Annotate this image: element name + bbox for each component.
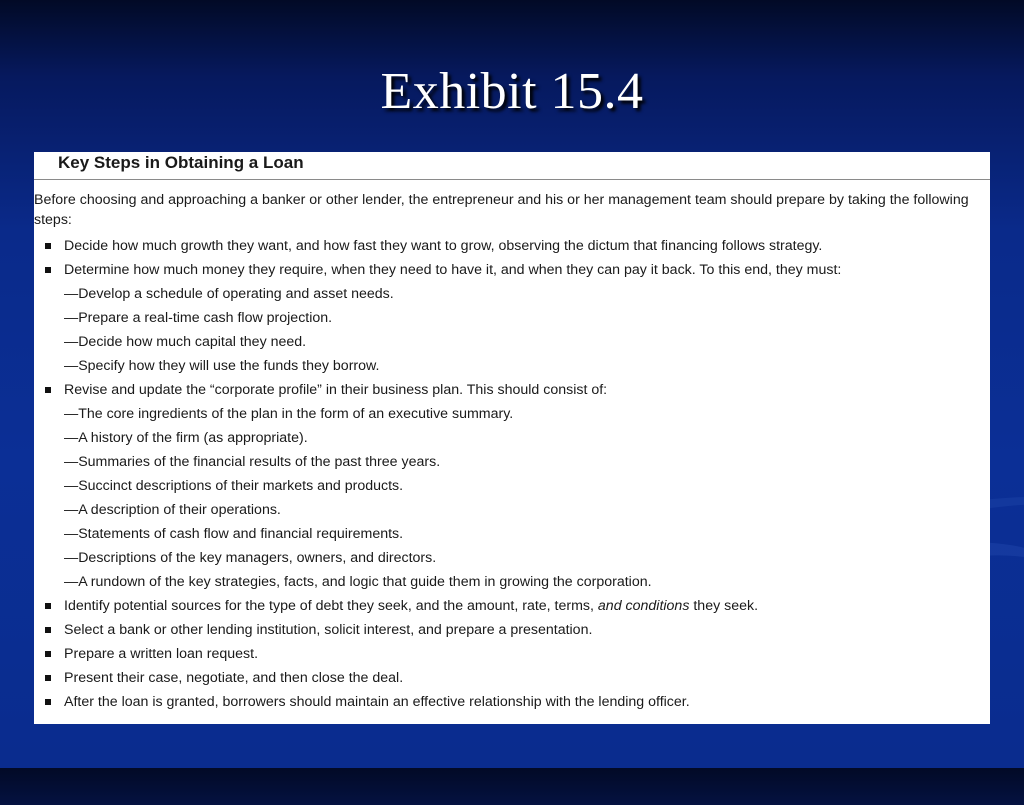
- sub-list-item: —Decide how much capital they need.: [64, 334, 307, 350]
- sub-list-item: —A history of the firm (as appropriate).: [64, 430, 308, 446]
- list-item: [34, 666, 984, 690]
- sub-list-item: —The core ingredients of the plan in the form of an executive summary.: [64, 406, 514, 422]
- intro-text: Before choosing and approaching a banker or other lender, the entrepreneur and his or her management team should prepare by taking the following steps:: [34, 192, 969, 228]
- square-bullet-icon: [45, 699, 51, 705]
- list-item: [34, 258, 984, 282]
- sub-list-item: —Succinct descriptions of their markets and products.: [64, 478, 404, 494]
- square-bullet-icon: [45, 603, 51, 609]
- list-item: [34, 234, 984, 258]
- square-bullet-icon: [45, 387, 51, 393]
- list-item-text: Decide how much growth they want, and how fast they want to grow, observing the dictum that financing follows strategy.: [64, 238, 823, 254]
- sub-list-item: —Develop a schedule of operating and asset needs.: [64, 286, 394, 302]
- list-item: [34, 378, 984, 402]
- list-item-text: Prepare a written loan request.: [64, 646, 259, 662]
- list-item: [34, 594, 984, 618]
- list-item-text: Determine how much money they require, when they need to have it, and when they can pay it back. To this end, they must:: [64, 262, 842, 278]
- square-bullet-icon: [45, 675, 51, 681]
- square-bullet-icon: [45, 651, 51, 657]
- exhibit-panel: [34, 152, 990, 724]
- sub-list-item: —Prepare a real-time cash flow projection.: [64, 310, 333, 326]
- slide-title: Exhibit 15.4: [380, 63, 644, 120]
- exhibit-title: Key Steps in Obtaining a Loan: [58, 153, 304, 172]
- list-item-emphasis: and conditions: [597, 598, 690, 614]
- sub-list-item: —A description of their operations.: [64, 502, 281, 518]
- list-item-text: After the loan is granted, borrowers should maintain an effective relationship with the lending officer.: [64, 694, 690, 710]
- sub-list-item: —Descriptions of the key managers, owners, and directors.: [64, 550, 437, 566]
- list-item: [34, 690, 984, 714]
- sub-list-item: —Specify how they will use the funds they borrow.: [64, 358, 380, 374]
- list-item-text-start: Identify potential sources for the type of debt they seek, and the amount, rate, terms,: [64, 598, 598, 614]
- sub-list-item: —A rundown of the key strategies, facts, and logic that guide them in growing the corporation.: [64, 574, 652, 590]
- square-bullet-icon: [45, 267, 51, 273]
- list-item: [34, 618, 984, 642]
- exhibit-content: [34, 190, 984, 714]
- list-item-text: Present their case, negotiate, and then close the deal.: [64, 670, 404, 686]
- list-item-text-end: they seek.: [689, 598, 759, 614]
- square-bullet-icon: [45, 627, 51, 633]
- title-divider: [34, 179, 990, 180]
- list-item: [34, 642, 984, 666]
- list-item-text: Revise and update the “corporate profile” in their business plan. This should consist of:: [64, 382, 608, 398]
- sub-list-item: —Statements of cash flow and financial requirements.: [64, 526, 404, 542]
- square-bullet-icon: [45, 243, 51, 249]
- list-item-text: Select a bank or other lending institution, solicit interest, and prepare a presentation.: [64, 622, 593, 638]
- sub-list-item: —Summaries of the financial results of the past three years.: [64, 454, 441, 470]
